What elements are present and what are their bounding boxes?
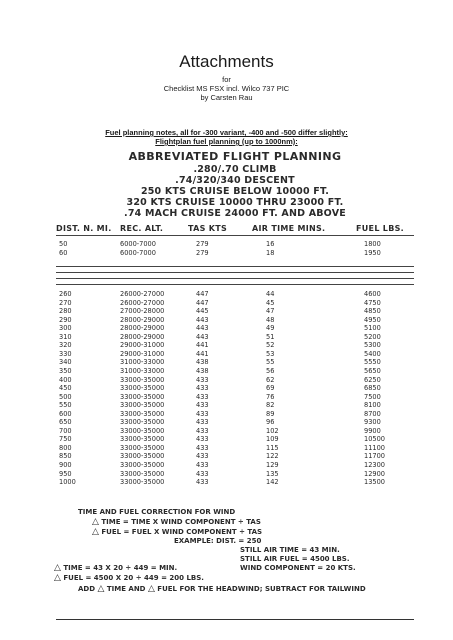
dist-cell: 50: [59, 240, 68, 248]
time-cell: 47: [266, 307, 275, 316]
tas-cell: 433: [196, 435, 209, 444]
fuel-calc-row: [54, 574, 204, 583]
delta-icon: △: [92, 517, 99, 527]
fuel-note-line: Fuel planning notes, all for -300 variant, -400 and -500 differ slightly:: [105, 128, 348, 137]
add-prefix: ADD: [78, 585, 96, 593]
time-cell: 89: [266, 409, 275, 418]
alt-cell: 33000-35000: [120, 452, 165, 461]
fuel-cell: 7500: [364, 392, 381, 401]
add-suffix: FUEL FOR THE HEADWIND; SUBTRACT FOR TAILWIND: [157, 585, 366, 593]
dist-cell: 1000: [59, 478, 76, 487]
alt-cell: 33000-35000: [120, 375, 165, 384]
fuel-cell: 5300: [364, 341, 381, 350]
dist-cell: 310: [59, 332, 72, 341]
time-cell: 129: [266, 461, 279, 469]
divider-rule: [56, 278, 414, 279]
dist-cell: 550: [59, 401, 72, 410]
tas-cell: 447: [196, 290, 209, 298]
time-cell: 109: [266, 435, 279, 444]
alt-cell: 33000-35000: [120, 461, 165, 469]
alt-cell: 33000-35000: [120, 469, 165, 478]
heading-line: .74/320/340 DESCENT: [175, 175, 295, 186]
table-row: [56, 384, 414, 392]
tas-cell: 433: [196, 478, 209, 487]
dist-cell: 340: [59, 358, 72, 367]
page-title: Attachments: [179, 52, 274, 71]
time-cell: 53: [266, 349, 275, 358]
alt-cell: 33000-35000: [120, 401, 165, 410]
dist-cell: 450: [59, 384, 72, 393]
dist-cell: 950: [59, 469, 72, 478]
example-air-time: STILL AIR TIME = 43 MIN.: [240, 546, 340, 554]
dist-cell: 320: [59, 341, 72, 350]
fuel-cell: 11100: [364, 443, 385, 452]
fuel-cell: 6250: [364, 375, 381, 384]
tas-cell: 433: [196, 443, 209, 452]
fuel-formula-row: [92, 528, 262, 537]
time-cell: 69: [266, 384, 275, 393]
fuel-cell: 9900: [364, 426, 381, 435]
tas-cell: 433: [196, 384, 209, 393]
table-row: [56, 367, 414, 375]
heading-line: .74 MACH CRUISE 24000 FT. AND ABOVE: [124, 208, 346, 219]
alt-cell: 28000-29000: [120, 315, 165, 324]
alt-cell: 26000-27000: [120, 298, 165, 307]
alt-cell: 33000-35000: [120, 426, 165, 435]
table-row: [56, 376, 414, 384]
table-row: [56, 290, 414, 298]
flightplan-subtitle: Flightplan fuel planning (up to 1000nm):: [155, 137, 298, 146]
tas-cell: 433: [196, 426, 209, 435]
time-cell: 62: [266, 375, 275, 384]
dist-cell: 280: [59, 307, 72, 316]
time-cell: 51: [266, 332, 275, 341]
checklist-line: Checklist MS FSX incl. Wilco 737 PIC: [163, 84, 290, 93]
fuel-cell: 8100: [364, 401, 381, 410]
dist-cell: 330: [59, 349, 72, 358]
scanned-fuel-table: [56, 150, 414, 620]
dist-cell: 750: [59, 435, 72, 444]
fuel-cell: 4750: [364, 298, 381, 307]
tas-cell: 438: [196, 366, 209, 375]
dist-cell: 290: [59, 315, 72, 324]
time-calc: TIME = 43 X 20 ÷ 449 = MIN.: [63, 564, 178, 572]
time-cell: 82: [266, 401, 275, 410]
alt-cell: 27000-28000: [120, 307, 165, 316]
delta-icon: △: [147, 584, 155, 594]
tas-cell: 438: [196, 358, 209, 367]
time-cell: 55: [266, 358, 275, 367]
dist-cell: 650: [59, 418, 72, 427]
time-cell: 49: [266, 324, 275, 333]
time-cell: 122: [266, 452, 279, 461]
table-row: [56, 393, 414, 401]
tas-cell: 445: [196, 307, 209, 316]
alt-cell: 31000-33000: [120, 366, 165, 375]
table-row: [56, 341, 414, 349]
table-row: [56, 427, 414, 435]
alt-cell: 6000-7000: [120, 249, 156, 257]
table-row: [56, 470, 414, 478]
time-cell: 56: [266, 366, 275, 375]
divider-rule: [56, 272, 414, 273]
table-row: [56, 452, 414, 460]
fuel-cell: 1950: [364, 249, 381, 257]
tas-cell: 443: [196, 315, 209, 324]
table-row: [56, 350, 414, 358]
tas-cell: 443: [196, 332, 209, 341]
alt-cell: 33000-35000: [120, 478, 165, 487]
add-instruction: [78, 585, 366, 594]
time-cell: 16: [266, 240, 275, 248]
column-header: DIST. N. MI.: [56, 224, 112, 233]
column-header: AIR TIME MINS.: [252, 224, 326, 233]
table-row: [56, 307, 414, 315]
time-cell: 142: [266, 478, 279, 487]
alt-cell: 29000-31000: [120, 341, 165, 350]
alt-cell: 33000-35000: [120, 392, 165, 401]
fuel-cell: 10500: [364, 435, 385, 444]
fuel-cell: 5200: [364, 332, 381, 341]
fuel-cell: 12300: [364, 461, 385, 469]
time-cell: 135: [266, 469, 279, 478]
page-bottom-rule: [56, 619, 414, 620]
time-cell: 52: [266, 341, 275, 350]
divider-rule: [56, 284, 414, 285]
dist-cell: 800: [59, 443, 72, 452]
time-cell: 115: [266, 443, 279, 452]
tas-cell: 433: [196, 469, 209, 478]
tas-cell: 433: [196, 452, 209, 461]
table-row: [56, 316, 414, 324]
table-row: [56, 461, 414, 469]
fuel-cell: 1800: [364, 240, 381, 248]
fuel-cell: 4600: [364, 290, 381, 298]
time-calc-row: [54, 564, 177, 573]
alt-cell: 28000-29000: [120, 332, 165, 341]
tas-cell: 441: [196, 349, 209, 358]
dist-cell: 60: [59, 249, 68, 257]
author-line: by Carsten Rau: [200, 93, 253, 102]
table-row: [56, 358, 414, 366]
dist-cell: 350: [59, 366, 72, 375]
alt-cell: 33000-35000: [120, 435, 165, 444]
alt-cell: 33000-35000: [120, 409, 165, 418]
time-cell: 96: [266, 418, 275, 427]
fuel-cell: 5550: [364, 358, 381, 367]
fuel-cell: 4850: [364, 307, 381, 316]
time-cell: 18: [266, 249, 275, 257]
tas-cell: 447: [196, 298, 209, 307]
fuel-cell: 5650: [364, 366, 381, 375]
example-dist: DIST. = 250: [216, 537, 262, 545]
dist-cell: 260: [59, 290, 72, 298]
for-line: for: [222, 75, 231, 84]
fuel-calc: FUEL = 4500 X 20 ÷ 449 = 200 LBS.: [63, 574, 204, 582]
dist-cell: 700: [59, 426, 72, 435]
fuel-cell: 4950: [364, 315, 381, 324]
table-row: [56, 401, 414, 409]
dist-cell: 850: [59, 452, 72, 461]
dist-cell: 900: [59, 461, 72, 469]
alt-cell: 31000-33000: [120, 358, 165, 367]
tas-cell: 443: [196, 324, 209, 333]
dist-cell: 270: [59, 298, 72, 307]
tas-cell: 433: [196, 401, 209, 410]
table-row: [56, 333, 414, 341]
example-air-fuel: STILL AIR FUEL = 4500 LBS.: [240, 555, 350, 563]
column-header: FUEL LBS.: [356, 224, 405, 233]
time-formula: TIME = TIME X WIND COMPONENT ÷ TAS: [101, 518, 261, 526]
example-label: EXAMPLE:: [174, 537, 214, 545]
tas-cell: 433: [196, 375, 209, 384]
column-header: REC. ALT.: [120, 224, 164, 233]
alt-cell: 33000-35000: [120, 418, 165, 427]
table-row: [56, 444, 414, 452]
tas-cell: 433: [196, 409, 209, 418]
table-row: [56, 324, 414, 332]
alt-cell: 28000-29000: [120, 324, 165, 333]
fuel-cell: 5400: [364, 349, 381, 358]
time-formula-row: [92, 518, 261, 527]
divider-rule: [56, 266, 414, 267]
table-row: [56, 249, 414, 257]
correction-title: TIME AND FUEL CORRECTION FOR WIND: [78, 508, 236, 516]
table-row: [56, 478, 414, 486]
fuel-cell: 5100: [364, 324, 381, 333]
tas-cell: 279: [196, 249, 209, 257]
delta-icon: △: [92, 527, 99, 537]
delta-icon: △: [54, 563, 61, 573]
example-line: [174, 537, 261, 546]
table-row: [56, 240, 414, 248]
time-cell: 45: [266, 298, 275, 307]
table-row: [56, 410, 414, 418]
heading-line: ABBREVIATED FLIGHT PLANNING: [128, 150, 342, 163]
fuel-cell: 8700: [364, 409, 381, 418]
add-middle: TIME AND: [106, 585, 146, 593]
delta-icon: △: [54, 573, 61, 583]
alt-cell: 33000-35000: [120, 443, 165, 452]
dist-cell: 400: [59, 375, 72, 384]
tas-cell: 279: [196, 240, 209, 248]
table-row: [56, 435, 414, 443]
heading-line: 320 KTS CRUISE 10000 THRU 23000 FT.: [126, 197, 344, 208]
alt-cell: 33000-35000: [120, 384, 165, 393]
fuel-cell: 11700: [364, 452, 385, 461]
tas-cell: 433: [196, 418, 209, 427]
table-row: [56, 299, 414, 307]
heading-line: .280/.70 CLIMB: [193, 164, 277, 175]
fuel-cell: 9300: [364, 418, 381, 427]
heading-line: 250 KTS CRUISE BELOW 10000 FT.: [140, 186, 330, 197]
time-cell: 44: [266, 290, 275, 298]
alt-cell: 26000-27000: [120, 290, 165, 298]
alt-cell: 29000-31000: [120, 349, 165, 358]
scan-heading: [56, 150, 414, 219]
time-cell: 48: [266, 315, 275, 324]
table-row: [56, 418, 414, 426]
fuel-cell: 6850: [364, 384, 381, 393]
tas-cell: 433: [196, 461, 209, 469]
fuel-cell: 13500: [364, 478, 385, 487]
fuel-formula: FUEL = FUEL X WIND COMPONENT ÷ TAS: [101, 528, 263, 536]
header-rule: [56, 235, 414, 236]
dist-cell: 600: [59, 409, 72, 418]
time-cell: 102: [266, 426, 279, 435]
tas-cell: 433: [196, 392, 209, 401]
tas-cell: 441: [196, 341, 209, 350]
delta-icon: △: [97, 584, 105, 594]
fuel-cell: 12900: [364, 469, 385, 478]
column-header: TAS KTS: [188, 224, 228, 233]
example-wind: WIND COMPONENT = 20 KTS.: [240, 564, 356, 572]
dist-cell: 300: [59, 324, 72, 333]
alt-cell: 6000-7000: [120, 240, 156, 248]
dist-cell: 500: [59, 392, 72, 401]
time-cell: 76: [266, 392, 275, 401]
